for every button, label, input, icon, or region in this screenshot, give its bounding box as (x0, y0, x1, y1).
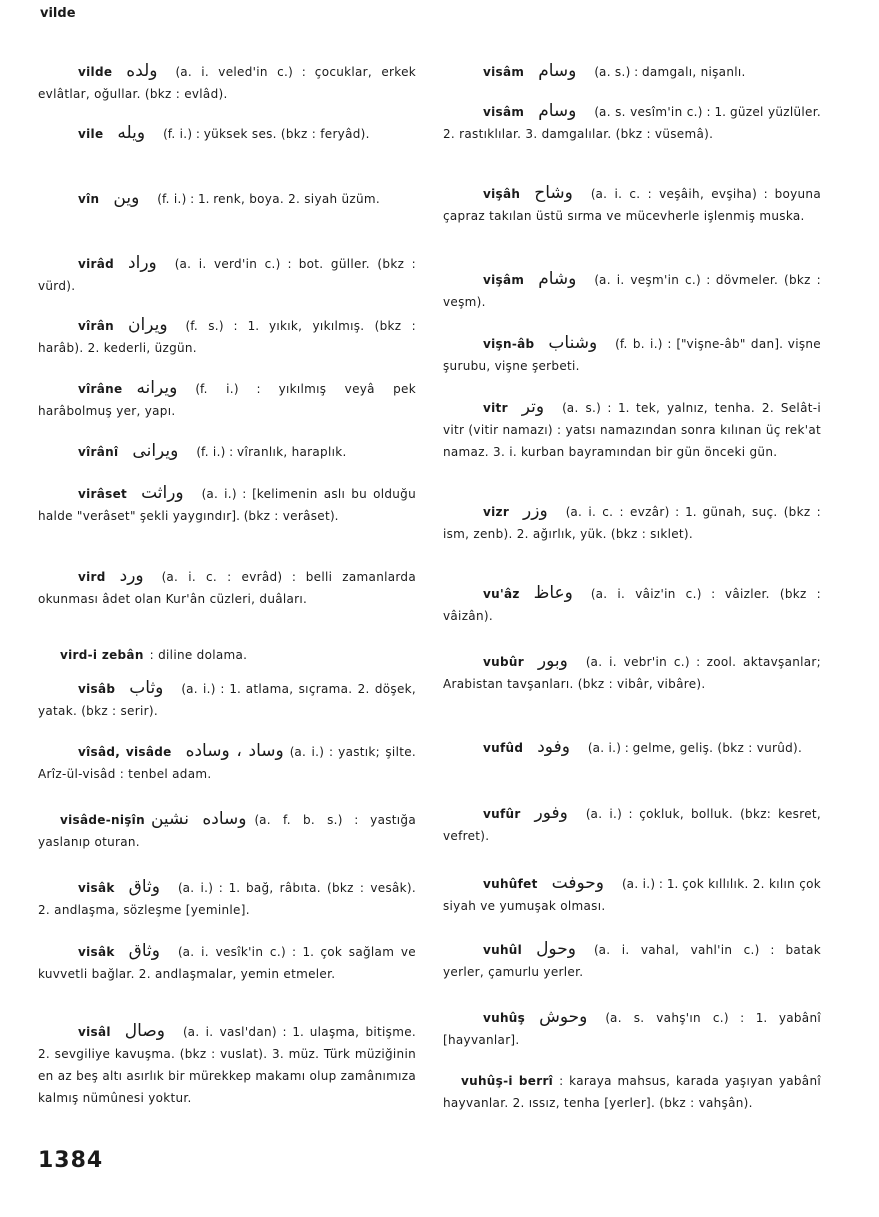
arabic-script: وشام (538, 269, 577, 289)
arabic-script: وثاق (128, 941, 160, 961)
definition: (a. i. vesîk'in c.) : 1. çok sağlam ve kuvvetli bağlar. 2. andlaşmalar, yemin etmeler. (38, 945, 416, 981)
dictionary-entry (443, 332, 821, 377)
dictionary-entry (443, 736, 821, 759)
arabic-script: وزر (523, 501, 548, 521)
definition: (a. i.) : gelme, geliş. (bkz : vurûd). (587, 741, 803, 755)
headword: vîrâne (78, 382, 123, 396)
headword: vîn (78, 192, 100, 206)
arabic-script: وساد ، وساده (185, 741, 284, 761)
arabic-script: وساده نشين (150, 809, 247, 829)
dictionary-entry (38, 677, 416, 722)
dictionary-entry (38, 314, 416, 359)
arabic-script: وتر (521, 397, 545, 417)
dictionary-entry (38, 876, 416, 921)
headword: vîrân (78, 319, 114, 333)
page-number: 1384 (38, 1148, 104, 1173)
dictionary-entry (443, 500, 821, 545)
definition: : karaya mahsus, karada yaşıyan yabânî hayvanlar. 2. ıssız, tenha [yerler]. (bkz : vahşân). (443, 1074, 821, 1110)
dictionary-entry (38, 740, 416, 785)
arabic-script: وراثت (141, 483, 184, 503)
headword: vufûr (483, 807, 521, 821)
dictionary-entry (443, 182, 821, 227)
dictionary-entry (38, 187, 416, 210)
definition: (a. s. vahş'ın c.) : 1. yabânî [hayvanlar]. (443, 1011, 821, 1047)
definition: (a. i. veşm'in c.) : dövmeler. (bkz : veşm). (443, 273, 821, 309)
headword: visâm (483, 65, 525, 79)
arabic-script: وسام (538, 61, 577, 81)
arabic-script: ويرانه (136, 378, 178, 398)
definition: (a. i. vahal, vahl'in c.) : batak yerler, çamurlu yerler. (443, 943, 821, 979)
arabic-script: وثاق (128, 877, 160, 897)
arabic-script: وفود (537, 737, 570, 757)
headword: vufûd (483, 741, 524, 755)
headword: visâm (483, 105, 525, 119)
definition: (a. i. vâiz'in c.) : vâizler. (bkz : vâizân). (443, 587, 821, 623)
definition: (a. i. c. : evrâd) : belli zamanlarda okunması âdet olan Kur'ân cüzleri, duâları. (38, 570, 416, 606)
arabic-script: ويرانى (132, 441, 179, 461)
dictionary-entry (38, 122, 416, 145)
dictionary-entry (443, 938, 821, 983)
headword: vîrânî (78, 445, 119, 459)
headword: vuhûl (483, 943, 523, 957)
definition: (a. i. veled'in c.) : çocuklar, erkek evlâtlar, oğullar. (bkz : evlâd). (38, 65, 416, 101)
definition: (a. s.) : 1. tek, yalnız, tenha. 2. Selât-i vitr (vitir namazı) : yatsı namazından sonra kılınan üç rek'at namaz. 3. i. kurban bayramından bir gün önceki gün. (443, 401, 821, 459)
dictionary-entry (443, 60, 821, 83)
dictionary-entry (38, 565, 416, 610)
dictionary-entry (443, 802, 821, 847)
dictionary-entry (38, 252, 416, 297)
dictionary-entry (38, 940, 416, 985)
definition: (a. s. vesîm'in c.) : 1. güzel yüzlüler. 2. rastıklılar. 3. damgalılar. (bkz : vüsemâ). (443, 105, 821, 141)
dictionary-entry (443, 650, 821, 695)
headword: visâk (78, 881, 115, 895)
arabic-script: وعاظ (533, 583, 573, 603)
headword: vişâm (483, 273, 525, 287)
arabic-script: وسام (538, 101, 577, 121)
arabic-script: وثاب (129, 678, 164, 698)
dictionary-entry (443, 1006, 821, 1051)
definition: (a. s.) : damgalı, nişanlı. (594, 65, 746, 79)
definition: : diline dolama. (149, 648, 248, 662)
arabic-script: وفور (534, 803, 568, 823)
definition: (a. i. c. : veşâih, evşiha) : boyuna çapraz takılan üstü sırma ve mücevherle işlenmiş muska. (443, 187, 821, 223)
arabic-script: ورد (119, 566, 144, 586)
headword: vizr (483, 505, 510, 519)
arabic-script: ويران (128, 315, 168, 335)
dictionary-entry (38, 808, 416, 853)
definition: (a. i.) : [kelimenin aslı bu olduğu halde "verâset" şekli yaygındır]. (bkz : verâset). (38, 487, 416, 523)
arabic-script: وبور (537, 651, 568, 671)
headword: vilde (78, 65, 113, 79)
definition: (f. i.) : vîranlık, haraplık. (196, 445, 347, 459)
dictionary-entry (443, 396, 821, 463)
headword: visâl (78, 1025, 111, 1039)
dictionary-entry (443, 582, 821, 627)
arabic-script: ويله (117, 123, 146, 143)
dictionary-entry (38, 60, 416, 105)
definition: (a. i. c. : evzâr) : 1. günah, suç. (bkz : ism, zenb). 2. ağırlık, yük. (bkz : sıklet). (443, 505, 821, 541)
definition: (a. i. verd'in c.) : bot. güller. (bkz : vürd). (38, 257, 416, 293)
dictionary-entry (443, 1070, 821, 1114)
headword: vu'âz (483, 587, 520, 601)
definition: (f. i.) : 1. renk, boya. 2. siyah üzüm. (157, 192, 381, 206)
headword: vile (78, 127, 104, 141)
arabic-script: وحوش (539, 1007, 588, 1027)
definition: (a. i.) : 1. çok kıllılık. 2. kılın çok siyah ve yumuşak olması. (443, 877, 821, 913)
headword: vitr (483, 401, 508, 415)
dictionary-entry (443, 268, 821, 313)
dictionary-entry (443, 872, 821, 917)
dictionary-entry (38, 482, 416, 527)
dictionary-entry (38, 377, 416, 422)
arabic-script: وشناب (548, 333, 598, 353)
arabic-script: وشاح (534, 183, 573, 203)
arabic-script: وصال (124, 1021, 165, 1041)
headword: vîsâd, visâde (78, 745, 172, 759)
definition: (a. i.) : çokluk, bolluk. (bkz: kesret, vefret). (443, 807, 821, 843)
definition: (f. i.) : yüksek ses. (bkz : feryâd). (163, 127, 370, 141)
headword: virâset (78, 487, 128, 501)
arabic-script: وين (113, 188, 140, 208)
dictionary-entry (38, 644, 416, 666)
arabic-script: وراد (128, 253, 157, 273)
headword: vird (78, 570, 106, 584)
dictionary-entry (38, 1020, 416, 1109)
definition: (a. i.) : yastık; şilte. Arîz-ül-visâd : tenbel adam. (38, 745, 417, 781)
headword: vuhûfet (483, 877, 538, 891)
headword: vuhûş (483, 1011, 526, 1025)
arabic-script: وحوفت (551, 873, 604, 893)
headword: vişn-âb (483, 337, 535, 351)
definition: (f. s.) : 1. yıkık, yıkılmış. (bkz : harâb). 2. kederli, üzgün. (38, 319, 416, 355)
definition: (f. i.) : yıkılmış veyâ pek harâbolmuş yer, yapı. (38, 382, 416, 418)
definition: (a. i. vebr'in c.) : zool. aktavşanlar; Arabistan tavşanları. (bkz : vibâr, vibâre). (443, 655, 821, 691)
definition: (a. i.) : 1. bağ, râbıta. (bkz : vesâk). 2. andlaşma, sözleşme [yeminle]. (38, 881, 416, 917)
headword: vird-i zebân (60, 648, 144, 662)
definition: (a. i.) : 1. atlama, sıçrama. 2. döşek, yatak. (bkz : serir). (38, 682, 416, 718)
headword: vuhûş-i berrî (461, 1074, 554, 1088)
headword: virâd (78, 257, 115, 271)
arabic-script: ولده (126, 61, 158, 81)
headword: vubûr (483, 655, 524, 669)
dictionary-entry (443, 100, 821, 145)
dictionary-entry (38, 440, 416, 463)
definition: (a. f. b. s.) : yastığa yaslanıp oturan. (38, 813, 417, 849)
definition: (f. b. i.) : ["vişne-âb" dan]. vişne şurubu, vişne şerbeti. (443, 337, 821, 373)
arabic-script: وحول (536, 939, 576, 959)
headword: vişâh (483, 187, 521, 201)
headword: visâde-nişîn (60, 813, 145, 827)
headword: visâk (78, 945, 115, 959)
headword: visâb (78, 682, 116, 696)
running-header: vilde (40, 6, 76, 21)
definition: (a. i. vasl'dan) : 1. ulaşma, bitişme. 2. sevgiliye kavuşma. (bkz : vuslat). 3. müz. Türk müziğinin en az beş altı asırlık bir mürekkep makamı olup zamânımıza kalmış nümûnesi yoktur. (38, 1025, 416, 1105)
